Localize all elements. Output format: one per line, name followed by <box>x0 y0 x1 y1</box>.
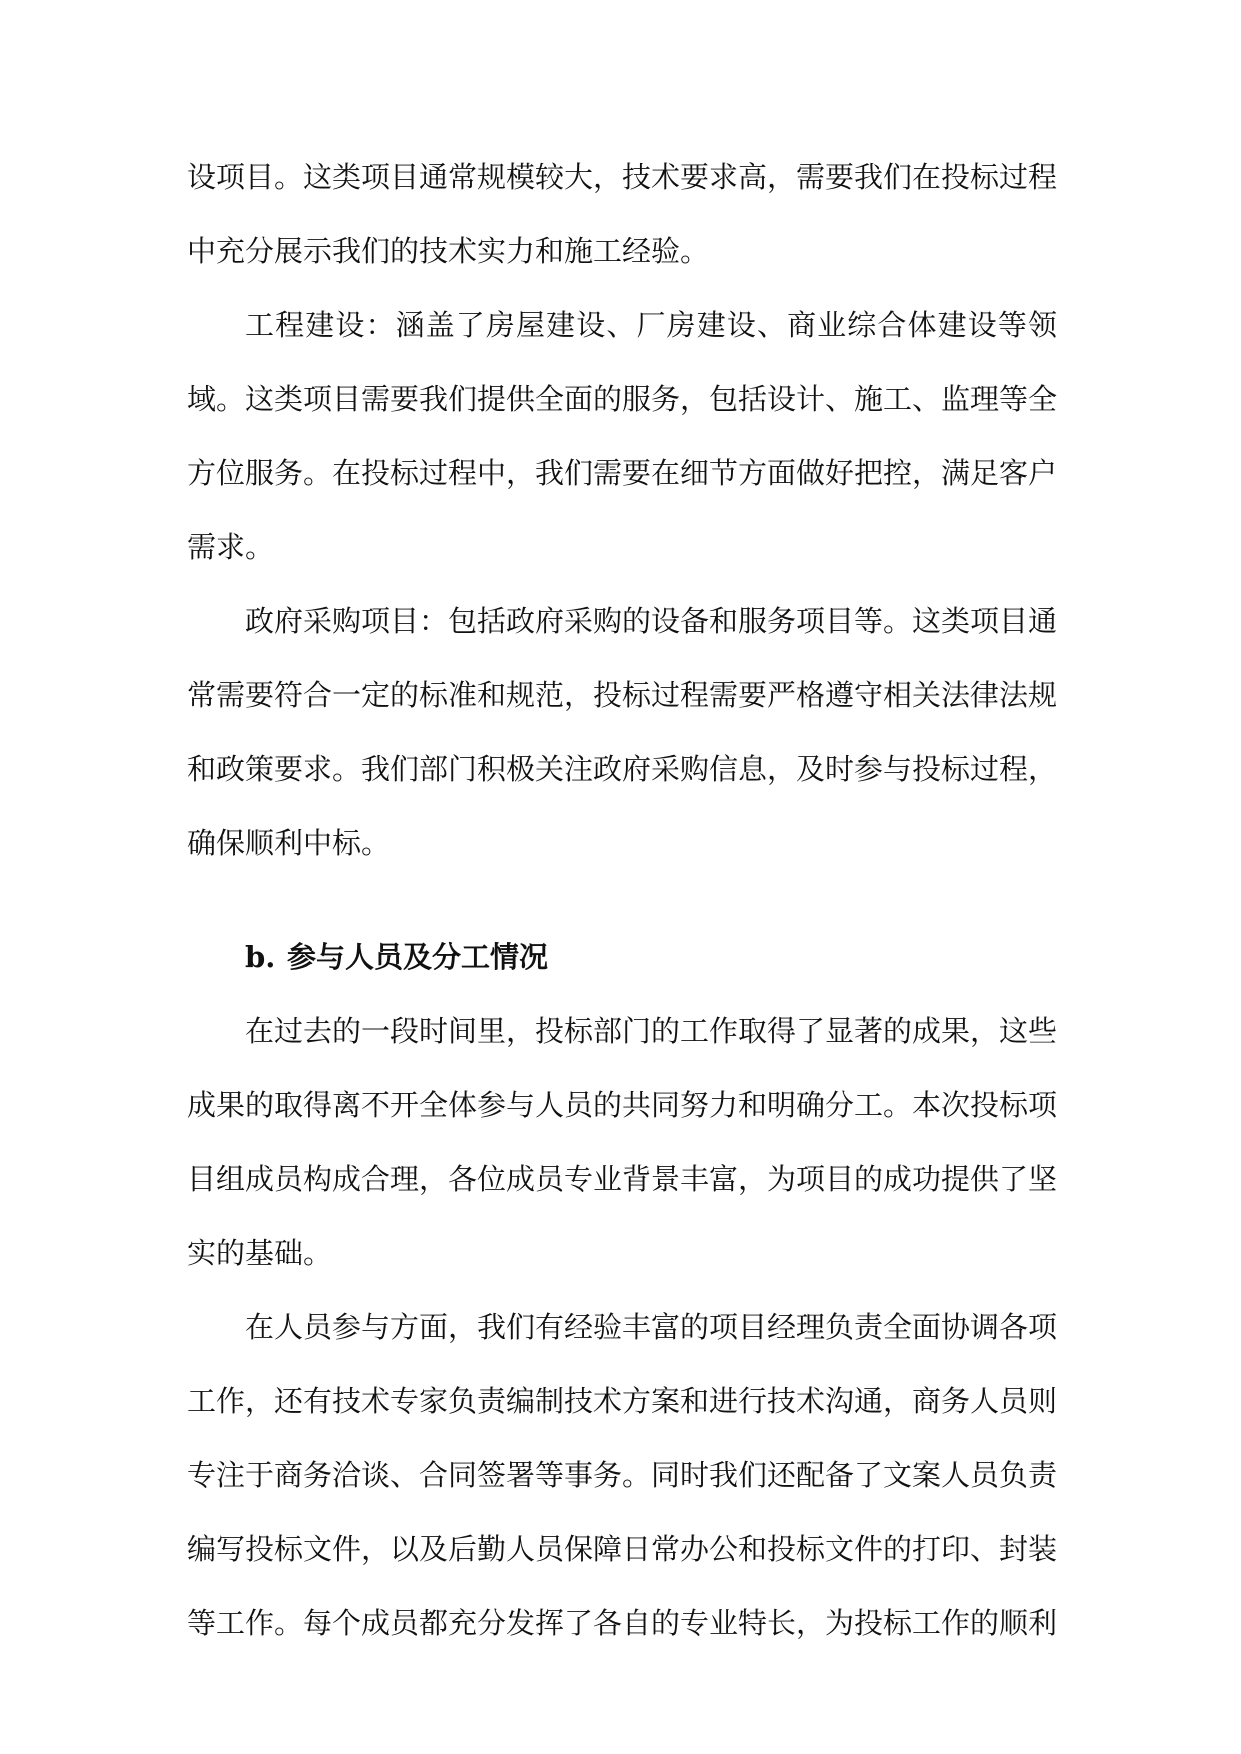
document-body <box>187 140 1057 1660</box>
paragraph-continuation: 设项目。这类项目通常规模较大，技术要求高，需要我们在投标过程中充分展示我们的技术实力和施工经验。 <box>187 160 1058 268</box>
paragraph-government-procurement: 政府采购项目：包括政府采购的设备和服务项目等。这类项目通常需要符合一定的标准和规范，投标过程需要严格遵守相关法律法规和政策要求。我们部门积极关注政府采购信息，及时参与投标过程，确保顺利中标。 <box>187 604 1058 860</box>
paragraph-personnel-roles: 在人员参与方面，我们有经验丰富的项目经理负责全面协调各项工作，还有技术专家负责编制技术方案和进行技术沟通，商务人员则专注于商务洽谈、合同签署等事务。同时我们还配备了文案人员负责编写投标文件，以及后勤人员保障日常办公和投标文件的打印、封装等工作。每个成员都充分发挥了各自的专业特长，为投标工作的顺利 <box>187 1310 1058 1640</box>
paragraph-engineering-construction: 工程建设：涵盖了房屋建设、厂房建设、商业综合体建设等领域。这类项目需要我们提供全面的服务，包括设计、施工、监理等全方位服务。在投标过程中，我们需要在细节方面做好把控，满足客户需求。 <box>187 308 1058 564</box>
section-heading-marker: b. <box>245 940 276 974</box>
section-heading <box>187 920 1057 994</box>
section-heading-title: 参与人员及分工情况 <box>287 940 549 974</box>
paragraph-achievements: 在过去的一段时间里，投标部门的工作取得了显著的成果，这些成果的取得离不开全体参与人员的共同努力和明确分工。本次投标项目组成员构成合理，各位成员专业背景丰富，为项目的成功提供了坚实的基础。 <box>187 1014 1058 1270</box>
